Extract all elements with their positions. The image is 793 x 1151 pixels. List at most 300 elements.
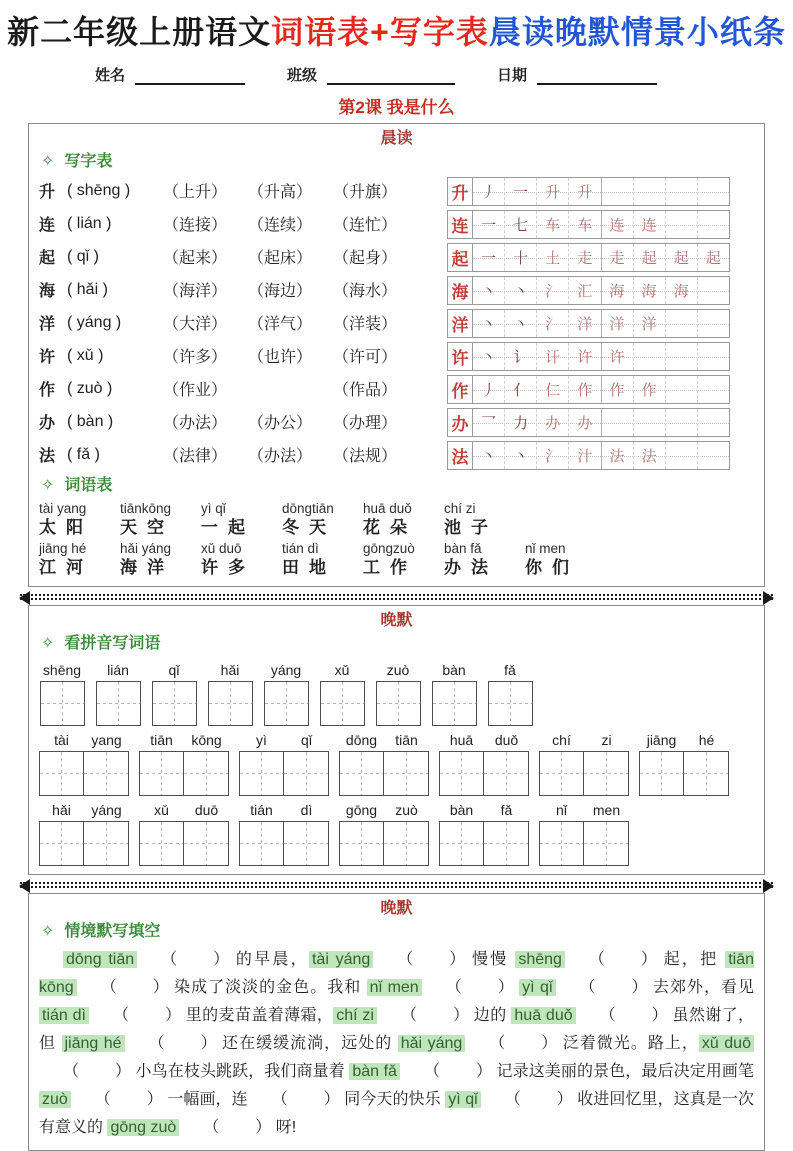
pinyin-label: hǎi	[220, 662, 240, 678]
write-square[interactable]	[208, 681, 253, 726]
write-table-body	[39, 174, 754, 474]
write-square[interactable]	[339, 821, 384, 866]
word-hanzi: 一起	[201, 518, 255, 537]
stroke-cell[interactable]	[666, 376, 698, 403]
pinyin-square-pair	[39, 732, 129, 796]
pinyin-labels	[39, 802, 129, 821]
stroke-cell[interactable]: 丶	[505, 277, 537, 304]
stroke-cell[interactable]: 讠	[505, 343, 537, 370]
word: （也许）	[248, 349, 313, 366]
stroke-cell[interactable]: 一	[473, 211, 505, 238]
write-square[interactable]	[376, 681, 421, 726]
word: （许多）	[163, 349, 228, 366]
blank-open-paren: （	[397, 951, 414, 968]
date-label: 日期	[497, 67, 528, 84]
stroke-cell[interactable]	[666, 310, 698, 337]
context-dictation-heading-text: 情境默写填空	[64, 923, 161, 940]
stroke-cell[interactable]: 连	[634, 211, 666, 238]
stroke-cell[interactable]: 洋	[569, 310, 601, 337]
paragraph-text: 起，把	[656, 951, 726, 968]
stroke-cell[interactable]: 走	[602, 244, 634, 271]
paragraph-text: 还在缓缓流淌，远处的	[216, 1035, 398, 1052]
write-squares	[639, 751, 729, 796]
stroke-cells	[473, 310, 729, 337]
write-table-row	[39, 372, 447, 405]
word: （办公）	[248, 415, 313, 432]
stroke-row-character: 办	[448, 409, 473, 436]
stroke-cells	[473, 442, 729, 469]
word: （起来）	[163, 250, 228, 267]
title-segment: 新二年级上册语文	[7, 14, 272, 50]
blank-open-paren: （	[423, 1063, 440, 1080]
stroke-cell[interactable]: 办	[569, 409, 601, 436]
section-tag-morning: 晨读	[380, 130, 413, 147]
stroke-cell[interactable]: 升	[537, 178, 569, 205]
write-square[interactable]	[139, 821, 184, 866]
blank-close-paren: ）	[146, 1091, 163, 1108]
write-table-row	[39, 339, 447, 372]
stroke-cell[interactable]	[634, 343, 666, 370]
write-square[interactable]	[284, 751, 329, 796]
answer-blank[interactable]	[77, 974, 169, 1002]
morning-reading-section	[28, 123, 765, 587]
left-arrow-icon	[19, 879, 30, 893]
pinyin-label: shēng	[42, 662, 82, 678]
pinyin-label: dōng	[345, 732, 378, 748]
stroke-cell[interactable]: 丶	[473, 442, 505, 469]
word-item	[444, 541, 498, 578]
stroke-cell[interactable]	[698, 409, 729, 436]
write-square[interactable]	[439, 821, 484, 866]
pinyin-square-pair	[339, 732, 429, 796]
pinyin-labels	[439, 802, 529, 821]
lesson-title: 第2课 我是什么	[338, 98, 455, 117]
pinyin-label: tiān	[395, 732, 418, 748]
stroke-cell[interactable]: 仁	[537, 376, 569, 403]
stroke-cell[interactable]: 作	[634, 376, 666, 403]
word-item	[39, 541, 93, 578]
write-square[interactable]	[139, 751, 184, 796]
word-pinyin: huā duǒ	[363, 501, 412, 516]
write-square[interactable]	[684, 751, 729, 796]
write-square[interactable]	[284, 821, 329, 866]
write-square[interactable]	[239, 821, 284, 866]
pinyin-label: tián	[250, 802, 273, 818]
pinyin-label: qǐ	[301, 732, 312, 748]
pinyin-label: yì	[256, 732, 267, 748]
answer-blank[interactable]	[377, 1002, 469, 1030]
write-square[interactable]	[432, 681, 477, 726]
write-square[interactable]	[584, 821, 629, 866]
word-item	[120, 501, 174, 538]
paragraph-text: 边的	[468, 1007, 512, 1024]
write-square[interactable]	[539, 751, 584, 796]
pinyin-highlight: tiān kōng	[39, 951, 754, 996]
blank-open-paren: （	[94, 1091, 111, 1108]
blank-close-paren: ）	[164, 1007, 181, 1024]
stroke-cell[interactable]: 汁	[569, 442, 601, 469]
word: （升旗）	[333, 184, 398, 201]
word: （上升）	[163, 184, 228, 201]
write-table-row	[39, 438, 447, 471]
word-item	[201, 541, 255, 578]
stroke-cell[interactable]	[698, 211, 729, 238]
write-square[interactable]	[239, 751, 284, 796]
pinyin-highlight: tài yáng	[309, 951, 373, 968]
stroke-cell[interactable]	[698, 343, 729, 370]
stroke-cell[interactable]: 作	[569, 376, 601, 403]
word-item	[525, 541, 579, 578]
pinyin-highlight: shēng	[515, 951, 565, 968]
write-square[interactable]	[184, 821, 229, 866]
stroke-cell[interactable]: 讦	[537, 343, 569, 370]
word-hanzi: 工作	[363, 558, 417, 577]
stroke-cell[interactable]: 洋	[602, 310, 634, 337]
stroke-row	[447, 210, 730, 239]
stroke-cell[interactable]	[698, 442, 729, 469]
stroke-cell[interactable]: 升	[569, 178, 601, 205]
title-segment: 晨读晚默情景小纸条	[488, 14, 786, 50]
pinyin-label: dì	[300, 802, 313, 818]
word: （办法）	[163, 415, 228, 432]
pinyin-label: yáng	[91, 802, 122, 818]
stroke-row-character: 升	[448, 178, 473, 205]
paragraph-text: 泛着微光。路上，	[557, 1035, 699, 1052]
character: 法	[39, 448, 56, 465]
stroke-cell[interactable]: 七	[505, 211, 537, 238]
character-pinyin: ( zuò )	[67, 379, 113, 397]
stroke-cells	[473, 211, 729, 238]
word-hanzi: 办法	[444, 558, 498, 577]
pinyin-label: xǔ	[334, 662, 350, 678]
stroke-cell[interactable]: 丶	[473, 310, 505, 337]
blank-close-paren: ）	[631, 979, 648, 996]
pinyin-highlight: tián dì	[39, 1007, 89, 1024]
pinyin-highlight: yì qǐ	[445, 1091, 480, 1108]
stroke-cell[interactable]: 一	[505, 178, 537, 205]
write-square[interactable]	[439, 751, 484, 796]
answer-blank[interactable]	[576, 1002, 668, 1030]
blank-close-paren: ）	[255, 1119, 272, 1136]
word-hanzi: 池子	[444, 518, 498, 537]
word: （办理）	[333, 415, 398, 432]
word-hanzi: 田地	[282, 558, 336, 577]
write-square[interactable]	[84, 821, 129, 866]
answer-blank[interactable]	[125, 1030, 217, 1058]
stroke-cells	[473, 343, 729, 370]
pinyin-label: zuò	[386, 662, 410, 678]
word-hanzi: 你们	[525, 558, 579, 577]
word-item	[444, 501, 498, 538]
word: （海洋）	[163, 283, 228, 300]
word-hanzi: 天空	[120, 518, 174, 537]
answer-blank[interactable]	[39, 1058, 131, 1086]
stroke-cell[interactable]: 一	[473, 244, 505, 271]
pinyin-highlight: xǔ duō	[699, 1035, 754, 1052]
word-item	[363, 541, 417, 578]
answer-blank[interactable]	[565, 946, 657, 974]
word: （法规）	[333, 448, 398, 465]
stroke-cell[interactable]: 汇	[569, 277, 601, 304]
word-hanzi: 海洋	[120, 558, 174, 577]
stroke-cell[interactable]: 丶	[505, 442, 537, 469]
write-square[interactable]	[484, 821, 529, 866]
stroke-practice-grid	[447, 177, 730, 474]
stroke-cell[interactable]: 丶	[505, 310, 537, 337]
pinyin-labels	[239, 732, 329, 751]
stroke-cell[interactable]: 走	[569, 244, 601, 271]
pinyin-writing-rows	[39, 662, 754, 866]
word-hanzi: 花朵	[363, 518, 417, 537]
word-pinyin: jiāng hé	[39, 541, 87, 556]
write-square[interactable]	[488, 681, 533, 726]
blank-close-paren: ）	[449, 951, 466, 968]
character: 升	[39, 184, 56, 201]
stroke-cell[interactable]	[666, 343, 698, 370]
answer-blank[interactable]	[556, 974, 648, 1002]
answer-blank[interactable]	[481, 1086, 573, 1114]
answer-blank[interactable]	[422, 974, 514, 1002]
stroke-row	[447, 375, 730, 404]
stroke-row	[447, 408, 730, 437]
pinyin-labels	[339, 802, 429, 821]
write-square[interactable]	[484, 751, 529, 796]
pinyin-labels	[539, 732, 629, 751]
stroke-cell[interactable]	[634, 409, 666, 436]
stroke-cell[interactable]: 力	[505, 409, 537, 436]
pinyin-square-pair	[439, 732, 529, 796]
name-input-line[interactable]	[135, 69, 245, 85]
pinyin-highlight: nǐ men	[367, 979, 422, 996]
stroke-cell[interactable]: 起	[666, 244, 698, 271]
answer-blank[interactable]	[400, 1058, 492, 1086]
stroke-cell[interactable]	[634, 178, 666, 205]
blank-close-paren: ）	[452, 1007, 469, 1024]
stroke-cell[interactable]	[602, 178, 634, 205]
answer-blank[interactable]	[465, 1030, 557, 1058]
answer-blank[interactable]	[89, 1002, 181, 1030]
stroke-cell[interactable]: 丿	[473, 178, 505, 205]
word-hanzi: 许多	[201, 558, 255, 577]
write-square[interactable]	[40, 681, 85, 726]
write-squares	[439, 751, 529, 796]
date-input-line[interactable]	[537, 69, 657, 85]
write-squares	[539, 821, 629, 866]
stroke-cell[interactable]: 丶	[473, 343, 505, 370]
character: 连	[39, 217, 56, 234]
stroke-cell[interactable]: 海	[666, 277, 698, 304]
stroke-cell[interactable]: 许	[602, 343, 634, 370]
write-squares	[239, 821, 329, 866]
stroke-cell[interactable]: 氵	[537, 277, 569, 304]
diamond-icon: ✧	[41, 635, 55, 652]
pinyin-highlight: jiāng hé	[62, 1035, 125, 1052]
pinyin-square	[319, 662, 365, 726]
write-squares	[539, 751, 629, 796]
write-square[interactable]	[639, 751, 684, 796]
word: （连接）	[163, 217, 228, 234]
character-pinyin: ( fǎ )	[67, 445, 100, 463]
blank-open-paren: （	[489, 1035, 506, 1052]
write-square[interactable]	[39, 821, 84, 866]
write-square[interactable]	[339, 751, 384, 796]
right-arrow-icon	[763, 591, 774, 605]
blank-open-paren: （	[599, 1007, 616, 1024]
stroke-cell[interactable]	[698, 376, 729, 403]
stroke-cell[interactable]: 起	[705, 250, 721, 267]
stroke-cell[interactable]: 亻	[505, 376, 537, 403]
pinyin-label: chí	[552, 732, 571, 748]
stroke-cell[interactable]: 法	[634, 442, 666, 469]
stroke-cell[interactable]	[666, 442, 698, 469]
date-field	[497, 64, 657, 85]
write-table-row	[39, 306, 447, 339]
blank-open-paren: （	[148, 1035, 165, 1052]
pinyin-labels	[239, 802, 329, 821]
page-title	[0, 12, 793, 52]
word: （大洋）	[163, 316, 228, 333]
stroke-cell[interactable]: 氵	[537, 442, 569, 469]
word-hanzi: 冬天	[282, 518, 336, 537]
stroke-cell[interactable]: 海	[634, 277, 666, 304]
stroke-cell[interactable]	[602, 409, 634, 436]
word-item	[120, 541, 174, 578]
stroke-cell[interactable]: 办	[537, 409, 569, 436]
pinyin-highlight: huā duǒ	[511, 1007, 575, 1024]
stroke-cell[interactable]: 乛	[473, 409, 505, 436]
word-pinyin: hǎi yáng	[120, 541, 172, 556]
pinyin-label: kōng	[191, 732, 222, 748]
stroke-cell[interactable]: 丶	[473, 277, 505, 304]
pinyin-label: bàn	[442, 662, 466, 678]
stroke-row	[447, 177, 730, 206]
blank-close-paren: ）	[497, 979, 514, 996]
write-square[interactable]	[539, 821, 584, 866]
pinyin-labels	[39, 732, 129, 751]
stroke-cell[interactable]: 法	[602, 442, 634, 469]
stroke-cell[interactable]: 十	[505, 244, 537, 271]
word-pinyin: yì qǐ	[201, 501, 226, 516]
write-square[interactable]	[39, 751, 84, 796]
paragraph-text: 记录这美丽的景色，最后决定用画笔	[491, 1063, 754, 1080]
answer-blank[interactable]	[248, 1086, 340, 1114]
stroke-cell[interactable]: 连	[602, 211, 634, 238]
pinyin-square	[95, 662, 141, 726]
write-square[interactable]	[264, 681, 309, 726]
stroke-cell[interactable]: 车	[537, 211, 569, 238]
answer-blank[interactable]	[179, 1114, 271, 1142]
pinyin-writing-heading-text: 看拼音写词语	[64, 635, 161, 652]
word: （起床）	[248, 250, 313, 267]
pinyin-label: lián	[107, 662, 129, 678]
write-square[interactable]	[384, 751, 429, 796]
class-input-line[interactable]	[327, 69, 455, 85]
stroke-cell[interactable]	[698, 277, 729, 304]
answer-blank[interactable]	[137, 946, 229, 974]
word-pinyin: tài yang	[39, 501, 87, 516]
answer-blank[interactable]	[373, 946, 465, 974]
diamond-icon: ✧	[41, 153, 55, 170]
paragraph-text: 去郊外，看见	[647, 979, 754, 996]
word-pinyin: tián dì	[282, 541, 319, 556]
stroke-row-character: 法	[448, 442, 473, 469]
stroke-cell[interactable]: 氵	[537, 310, 569, 337]
stroke-cell[interactable]	[698, 178, 729, 205]
word-item	[282, 501, 336, 538]
stroke-cell[interactable]	[666, 178, 698, 205]
write-table-rows	[39, 174, 447, 474]
pinyin-square	[39, 662, 85, 726]
pinyin-label: tiān	[150, 732, 173, 748]
pinyin-labels	[139, 732, 229, 751]
stroke-row	[447, 276, 730, 305]
stroke-cell[interactable]: 许	[569, 343, 601, 370]
write-squares	[239, 751, 329, 796]
word-pinyin: gōngzuò	[363, 541, 415, 556]
stroke-cell[interactable]	[698, 310, 729, 337]
word: （洋装）	[333, 316, 398, 333]
pinyin-square-pair	[39, 802, 129, 866]
answer-blank[interactable]	[71, 1086, 163, 1114]
stroke-cell[interactable]: 洋	[634, 310, 666, 337]
stroke-cell[interactable]	[666, 211, 698, 238]
stroke-cell[interactable]: 起	[634, 244, 666, 271]
stroke-row-character: 连	[448, 211, 473, 238]
write-square[interactable]	[184, 751, 229, 796]
blank-open-paren: （	[161, 951, 178, 968]
blank-close-paren: ）	[541, 1035, 558, 1052]
stroke-cell[interactable]	[666, 409, 698, 436]
pinyin-label: qǐ	[168, 662, 180, 678]
write-square[interactable]	[384, 821, 429, 866]
word: （海边）	[248, 283, 313, 300]
pinyin-label: hǎi	[52, 802, 71, 818]
blank-open-paren: （	[588, 951, 605, 968]
pinyin-label: tài	[54, 732, 69, 748]
left-arrow-icon	[19, 591, 30, 605]
pinyin-square-pair	[239, 802, 329, 866]
character: 许	[39, 349, 56, 366]
stroke-cell[interactable]: 土	[537, 244, 569, 271]
stroke-cell[interactable]: 海	[602, 277, 634, 304]
write-square[interactable]	[96, 681, 141, 726]
pinyin-square-pair	[139, 732, 229, 796]
stroke-cells	[473, 409, 729, 436]
paragraph-text: 虽然谢了，但	[39, 1007, 754, 1052]
blank-open-paren: （	[112, 1007, 129, 1024]
word-item	[282, 541, 336, 578]
character: 洋	[39, 316, 56, 333]
write-square[interactable]	[84, 751, 129, 796]
paragraph-text: 小鸟在枝头跳跃，我们商量着	[131, 1063, 350, 1080]
blank-close-paren: ）	[152, 979, 169, 996]
stroke-cell[interactable]: 丿	[473, 376, 505, 403]
write-table-row	[39, 174, 447, 207]
stroke-cell[interactable]: 作	[602, 376, 634, 403]
blank-open-paren: （	[63, 1063, 80, 1080]
stroke-cell[interactable]: 车	[569, 211, 601, 238]
word: （连续）	[248, 217, 313, 234]
blank-close-paren: ）	[200, 1035, 217, 1052]
write-table-heading	[39, 150, 754, 174]
blank-open-paren: （	[271, 1091, 288, 1108]
write-square[interactable]	[584, 751, 629, 796]
pinyin-grid-row	[39, 732, 754, 796]
blank-close-paren: ）	[213, 951, 230, 968]
write-square[interactable]	[320, 681, 365, 726]
write-square[interactable]	[152, 681, 197, 726]
paragraph-text: 同今天的快乐	[339, 1091, 446, 1108]
